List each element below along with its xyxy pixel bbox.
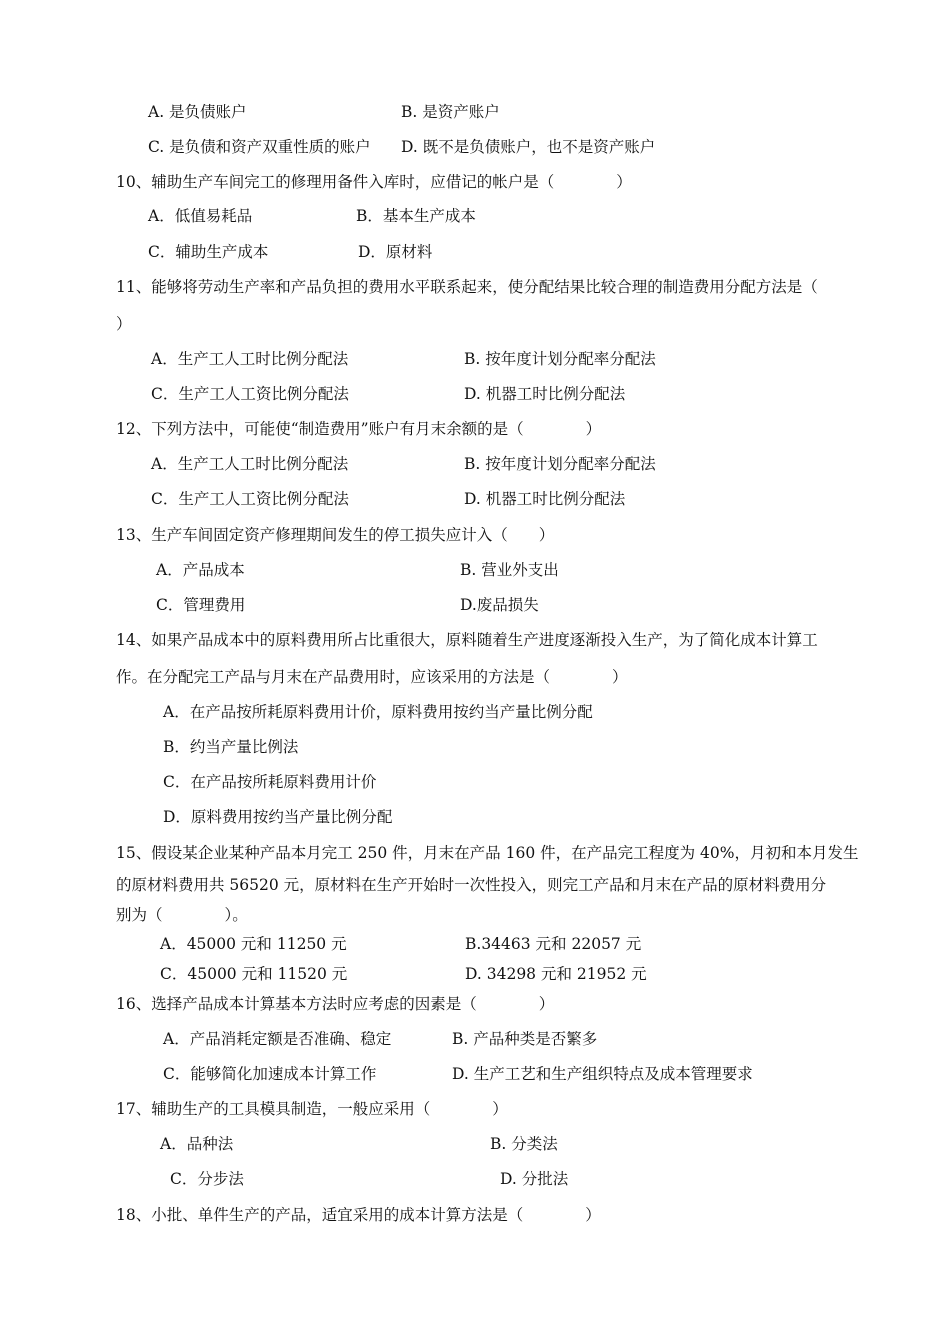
- question-12: 12、下列方法中，可能使“制造费用”账户有月末余额的是（ ）: [116, 420, 602, 438]
- question-14: 14、如果产品成本中的原料费用所占比重很大，原料随着生产进度逐渐投入生产，为了简化成本计算工: [116, 631, 818, 649]
- option-9a: A. 是负债账户: [148, 103, 247, 121]
- option-15a: A．45000 元和 11250 元: [160, 935, 347, 953]
- option-17c: C．分步法: [170, 1170, 244, 1188]
- option-9c: C. 是负债和资产双重性质的账户: [148, 138, 371, 156]
- option-11b: B. 按年度计划分配率分配法: [464, 350, 656, 368]
- option-17d: D. 分批法: [500, 1170, 569, 1188]
- option-11a: A．生产工人工时比例分配法: [151, 350, 349, 368]
- option-12b: B. 按年度计划分配率分配法: [464, 455, 656, 473]
- question-15-line2: 的原材料费用共 56520 元，原材料在生产开始时一次性投入，则完工产品和月末在产品的原材料费用分: [116, 876, 827, 894]
- option-12c: C．生产工人工资比例分配法: [151, 490, 349, 508]
- option-16a: A．产品消耗定额是否准确、稳定: [163, 1030, 392, 1048]
- option-15d: D. 34298 元和 21952 元: [465, 965, 647, 983]
- option-13b: B. 营业外支出: [460, 561, 559, 579]
- question-16: 16、选择产品成本计算基本方法时应考虑的因素是（ ）: [116, 995, 555, 1013]
- option-14b: B．约当产量比例法: [163, 738, 299, 756]
- option-14d: D．原料费用按约当产量比例分配: [163, 808, 393, 826]
- question-15-line3: 别为（ ）。: [116, 906, 248, 924]
- question-11-end: ）: [116, 315, 132, 333]
- option-14c: C．在产品按所耗原料费用计价: [163, 773, 377, 791]
- question-10: 10、辅助生产车间完工的修理用备件入库时，应借记的帐户是（ ）: [116, 173, 632, 191]
- option-10b: B．基本生产成本: [356, 207, 476, 225]
- option-11d: D. 机器工时比例分配法: [464, 385, 626, 403]
- option-12a: A．生产工人工时比例分配法: [151, 455, 349, 473]
- option-10a: A．低值易耗品: [148, 207, 253, 225]
- question-14-line2: 作。在分配完工产品与月末在产品费用时，应该采用的方法是（ ）: [116, 668, 628, 686]
- option-14a: A．在产品按所耗原料费用计价，原料费用按约当产量比例分配: [163, 703, 593, 721]
- option-10d: D．原材料: [358, 243, 433, 261]
- question-17: 17、辅助生产的工具模具制造，一般应采用（ ）: [116, 1100, 508, 1118]
- option-16c: C．能够简化加速成本计算工作: [163, 1065, 377, 1083]
- option-17a: A．品种法: [160, 1135, 234, 1153]
- question-15: 15、假设某企业某种产品本月完工 250 件，月末在产品 160 件，在产品完工程度为 40%，月初和本月发生: [116, 844, 859, 862]
- option-13a: A．产品成本: [156, 561, 245, 579]
- option-16d: D. 生产工艺和生产组织特点及成本管理要求: [452, 1065, 753, 1083]
- option-15c: C．45000 元和 11520 元: [160, 965, 348, 983]
- question-11: 11、能够将劳动生产率和产品负担的费用水平联系起来，使分配结果比较合理的制造费用分配方法是（: [116, 278, 818, 296]
- option-9d: D. 既不是负债账户，也不是资产账户: [401, 138, 656, 156]
- option-12d: D. 机器工时比例分配法: [464, 490, 626, 508]
- option-13d: D.废品损失: [460, 596, 539, 614]
- option-10c: C．辅助生产成本: [148, 243, 269, 261]
- option-16b: B. 产品种类是否繁多: [452, 1030, 598, 1048]
- question-13: 13、生产车间固定资产修理期间发生的停工损失应计入（ ）: [116, 526, 555, 544]
- question-18: 18、小批、单件生产的产品，适宜采用的成本计算方法是（ ）: [116, 1206, 601, 1224]
- option-15b: B.34463 元和 22057 元: [465, 935, 642, 953]
- option-13c: C．管理费用: [156, 596, 246, 614]
- option-11c: C．生产工人工资比例分配法: [151, 385, 349, 403]
- option-9b: B. 是资产账户: [401, 103, 500, 121]
- option-17b: B. 分类法: [490, 1135, 558, 1153]
